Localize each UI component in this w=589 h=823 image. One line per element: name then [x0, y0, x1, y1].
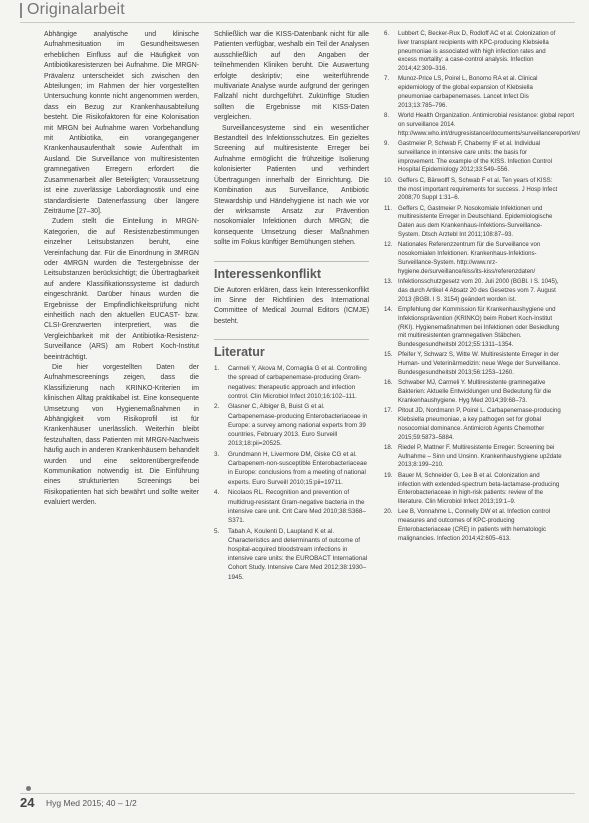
reference-number: 1.: [214, 365, 220, 373]
reference-item: [384, 508, 562, 543]
reference-item: [384, 444, 562, 470]
reference-item: [384, 75, 562, 110]
reference-list: [214, 364, 369, 582]
reference-item: [384, 472, 562, 507]
reference-number: 13.: [384, 278, 393, 286]
left-column: [44, 30, 199, 509]
reference-text: Grundmann H, Livermore DM, Giske CG et al. Carbapenem-non-susceptible Enterobacteriaceae in Europe: conclusions from a meeting of national experts. Euro Surveill 2010;15:pii=19711.: [228, 450, 367, 486]
margin-marker: [26, 786, 31, 791]
reference-item: [214, 450, 369, 487]
reference-item: [384, 112, 581, 138]
reference-item: [384, 140, 562, 175]
header-divider: [20, 22, 575, 23]
reference-number: 16.: [384, 379, 393, 387]
reference-item: [384, 407, 562, 442]
conflict-statement: Die Autoren erklären, dass kein Interessenkonflikt im Sinne der Richtlinien des International Committee of Medical Journal Editors (ICMJE) besteht.: [214, 286, 369, 325]
reference-number: 12.: [384, 241, 393, 249]
reference-item: [384, 177, 562, 203]
page-number: 24: [20, 795, 35, 810]
reference-number: 4.: [214, 489, 220, 497]
reference-text: Lee B, Vonnahme L, Connelly DW et al. Infection control measures and outcomes of KPC-producing Enterobacteriaceae (CRE) in patients with hematologic malignancies. Infection 2014;42:605–613.: [398, 508, 551, 542]
page-footer: [20, 795, 575, 817]
reference-item: [214, 488, 369, 525]
journal-citation: Hyg Med 2015; 40 – 1/2: [46, 798, 137, 808]
footer-divider: [20, 793, 575, 794]
reference-text: Gastmeier P, Schwab F, Chaberny IF et al. Individual surveillance in intensive care units: the basis for improvement. The example of the KISS. Infection Control Hospital Epidemiology 2012;33:549–556.: [398, 140, 553, 174]
reference-item: [214, 402, 369, 448]
body-paragraph: Zudem stellt die Einteilung in MRGN-Kategorien, die auf Resistenzbestimmungen einzelner Leitsubstanzen beruht, eine Vereinfachung dar. Für die Einordnung in 3MRGN oder 4MRGN wurden die Testergebnisse der Leitsubstanzen berücksichtigt; die Übertragbarkeit auf andere Klassifikationssysteme ist dadurch eingeschränkt. Darüber hinaus wurden die Ergebnisse der Empfindlichkeitsprüfung nicht einheitlich nach den aktuellen EUCAST- bzw. CLSI-Grenzwerten interpretiert, was die Vergleichbarkeit mit der Antibiotika-Resistenz-Surveillance (ARS) am Robert Koch-Institut beeinträchtigt.: [44, 218, 199, 361]
reference-number: 17.: [384, 407, 393, 415]
reference-text: Bauer M, Schneider G, Lee B et al. Colonization and infection with extended-spectrum beta-lactamase-producing Enterobacteriaceae in high-risk patients: review of the literature. Clin Microbiol Infect 2013;19:1–9.: [398, 471, 560, 506]
reference-text: Pfeifer Y, Schwarz S, Witte W. Multiresistente Erreger in der Human- und Veterinärmedizin: neue Wege der Surveillance. Bundesgesundheitsbl 2013;56:1253–1260.: [398, 351, 561, 376]
reference-item: [384, 278, 562, 304]
reference-number: 5.: [214, 527, 220, 535]
reference-list: [384, 30, 581, 544]
reference-item: [384, 306, 562, 350]
reference-number: 10.: [384, 176, 393, 184]
reference-text: Lubbert C, Becker-Rux D, Rodloff AC et al. Colonization of liver transplant recipients with KPC-producing Klebsiella pneumoniae is associated with high infection rates and excess mortality: a case-control analysis. Infection 2014;42:309–316.: [398, 30, 556, 73]
reference-item: [214, 527, 369, 582]
body-paragraph: Surveillancesysteme sind ein wesentlicher Bestandteil des Infektionsschutzes. Ein gezieltes Screening auf multiresistente Erreger bei Aufnahme ermöglicht die frühzeitige Isolierung kolonisierter Patienten und verhindert Übertragungen innerhalb der Einrichtung. Die Kombination aus Surveillance, Antibiotic Stewardship und Händehygiene ist nach wie vor der wirksamste Ansatz zur Prävention nosokomialer Infektionen durch MRGN; die konsequente Umsetzung dieser Maßnahmen sollte im Fokus künftiger Bemühungen stehen.: [214, 124, 369, 247]
literature-heading: Literatur: [214, 339, 369, 360]
reference-number: 18.: [384, 443, 393, 451]
reference-number: 6.: [384, 30, 390, 37]
reference-item: [384, 30, 562, 74]
reference-number: 2.: [214, 403, 220, 411]
body-paragraph: Abhängige analytische und klinische Aufnahmesituation im Gesundheitswesen erheblichen Einfluss auf die Häufigkeit von Antibiotikaresistenzen bei Aufnahme. Die MRGN-Prävalenz unterscheidet sich zwischen den Abteilungen; im Rahmen der hier vorgestellten Untersuchung konnte nicht angenommen werden, dass ein Bezug zur Krankenhausabteilung besteht. Die Risikofaktoren für eine Kolonisation mit MRGN bei Aufnahme waren Vorbehandlung mit Antibiotika, ein vorangegangener Krankenhausaufenthalt sowie Aufenthalt im Ausland. Die Surveillance von multiresistenten gramnegativen Erregern erfordert die Zusammenarbeit aller Beteiligten; Voraussetzung ist eine zuverlässige Labordiagnostik und eine standardisierte Datenerfassung über längere Zeiträume [27–30].: [44, 31, 199, 215]
right-column: [384, 30, 581, 545]
reference-text: Infektionsschutzgesetz vom 20. Juli 2000 (BGBl. I S. 1045), das durch Artikel 4 Absatz 20 des Gesetzes vom 7. August 2013 (BGBl. I S. 3154) geändert worden ist.: [398, 278, 559, 303]
page-header: [0, 0, 589, 24]
body-paragraph: Schließlich war die KISS-Datenbank nicht für alle Patienten verfügbar, weshalb ein Teil der Analysen ausschließlich auf den Angaben der teilnehmenden Kliniken beruht. Die Auswertung erfolgte deskriptiv; eine weiterführende multivariate Analyse wurde aufgrund der geringen Fallzahl nicht durchgeführt. Zukünftige Studien sollten die Ergebnisse mit KISS-Daten vergleichen.: [214, 31, 369, 122]
body-paragraph: Die hier vorgestellten Daten der Aufnahmescreenings zeigen, dass die Klassifizierung nach KRINKO-Kriterien im klinischen Alltag praktikabel ist. Eine konsequente Umsetzung von Hygienemaßnahmen in Abhängigkeit vom Risikoprofil ist für Krankenhäuser unerlässlich. Weiterhin bleibt festzuhalten, dass Patienten mit MRGN-Nachweis häufig auch in anderen Krankenhäusern behandelt wurden und eine sektorenübergreifende Kommunikation notwendig ist. Die Einführung eines strukturierten Screenings bei Risikopatienten hat sich bewährt und sollte weiter evaluiert werden.: [44, 364, 199, 507]
reference-text: Empfehlung der Kommission für Krankenhaushygiene und Infektionsprävention (KRINKO) beim Robert Koch-Institut (RKI). Hygienemaßnahmen bei Infektionen oder Besiedlung mit multiresistenten gramnegativen Stäbchen. Bundesgesundheitsbl 2012;55:1311–1354.: [398, 305, 560, 349]
reference-number: 11.: [384, 204, 393, 212]
reference-item: [214, 364, 369, 401]
reference-text: Munoz-Price LS, Poirel L, Bonomo RA et al. Clinical epidemiology of the global expansion of Klebsiella pneumoniae carbapenemases. Lancet Infect Dis 2013;13:785–796.: [398, 75, 538, 109]
reference-item: [384, 241, 562, 276]
reference-text: Riedel P, Mattner F. Multiresistente Erreger: Screening bei Aufnahme – Sinn und Unsinn. Krankenhaushygiene up2date 2013;8:199–210.: [398, 443, 562, 469]
reference-number: 3.: [214, 450, 220, 458]
reference-number: 14.: [384, 305, 393, 313]
conflict-heading: Interessenkonflikt: [214, 261, 369, 282]
reference-number: 8.: [384, 112, 390, 120]
reference-text: Geffers C, Gastmeier P. Nosokomiale Infektionen und multiresistente Erreger in Deutschland. Epidemiologische Daten aus dem Krankenhaus-Infektions-Surveillance-System. Dtsch Arztebl Int 2011;108:87–93.: [398, 204, 553, 239]
reference-text: Tabah A, Koulenti D, Laupland K et al. Characteristics and determinants of outcome of hospital-acquired bloodstream infections in intensive care units: the EUROBACT International Cohort Study. Intensive Care Med 2012;38:1930–1945.: [228, 527, 368, 581]
reference-text: World Health Organization. Antimicrobial resistance: global report on surveillance 2014. http://www.who.int/drugresistance/documents/surveillancereport/en/: [398, 112, 581, 137]
header-rule: [20, 3, 22, 18]
reference-item: [384, 351, 562, 377]
reference-item: [384, 205, 562, 240]
reference-item: [384, 379, 562, 405]
reference-text: Carmeli Y, Akova M, Cornaglia G et al. Controlling the spread of carbapenemase-producing Gram-negatives: therapeutic approach and infection control. Clin Microbiol Infect 2010;16:102–111.: [228, 365, 367, 400]
section-label: Originalarbeit: [27, 1, 125, 18]
reference-number: 15.: [384, 351, 393, 359]
reference-text: Nicolaos RL. Recognition and prevention of multidrug-resistant Gram-negative bacteria in the intensive care unit. Crit Care Med 2010;38:S368–S371.: [228, 489, 366, 524]
reference-text: Geffers C, Bärwolff S, Schwab F et al. Ten years of KISS: the most important requirements for success. J Hosp Infect 2008;70 Suppl 1:31–6.: [398, 176, 558, 202]
reference-text: Pitout JD, Nordmann P, Poirel L. Carbapenemase-producing Klebsiella pneumoniae, a key pathogen set for global nosocomial dominance. Antimicrob Agents Chemother 2015;59:5873–5884.: [398, 407, 561, 441]
reference-number: 7.: [384, 75, 390, 83]
reference-number: 19.: [384, 471, 393, 479]
reference-text: Nationales Referenzzentrum für die Surveillance von nosokomialen Infektionen. Krankenhaus-Infektions-Surveillance-System. http://www.nrz-hygiene.de/surveillance/kiss/its-kiss/referenzdaten/: [398, 241, 541, 275]
reference-number: 20.: [384, 508, 393, 516]
middle-column: [214, 30, 369, 583]
reference-number: 9.: [384, 140, 390, 148]
reference-text: Glasner C, Albiger B, Buist G et al. Carbapenemase-producing Enterobacteriaceae in Europe: a survey among national experts from 39 countries, February 2013. Euro Surveill 2013;18:pii=20525.: [228, 403, 368, 448]
reference-text: Schwaber MJ, Carmeli Y. Multiresistente gramnegative Bakterien: Aktuelle Entwicklungen und Bedeutung für die Krankenhaushygiene. Hyg Med 2014;39:68–73.: [398, 379, 552, 404]
